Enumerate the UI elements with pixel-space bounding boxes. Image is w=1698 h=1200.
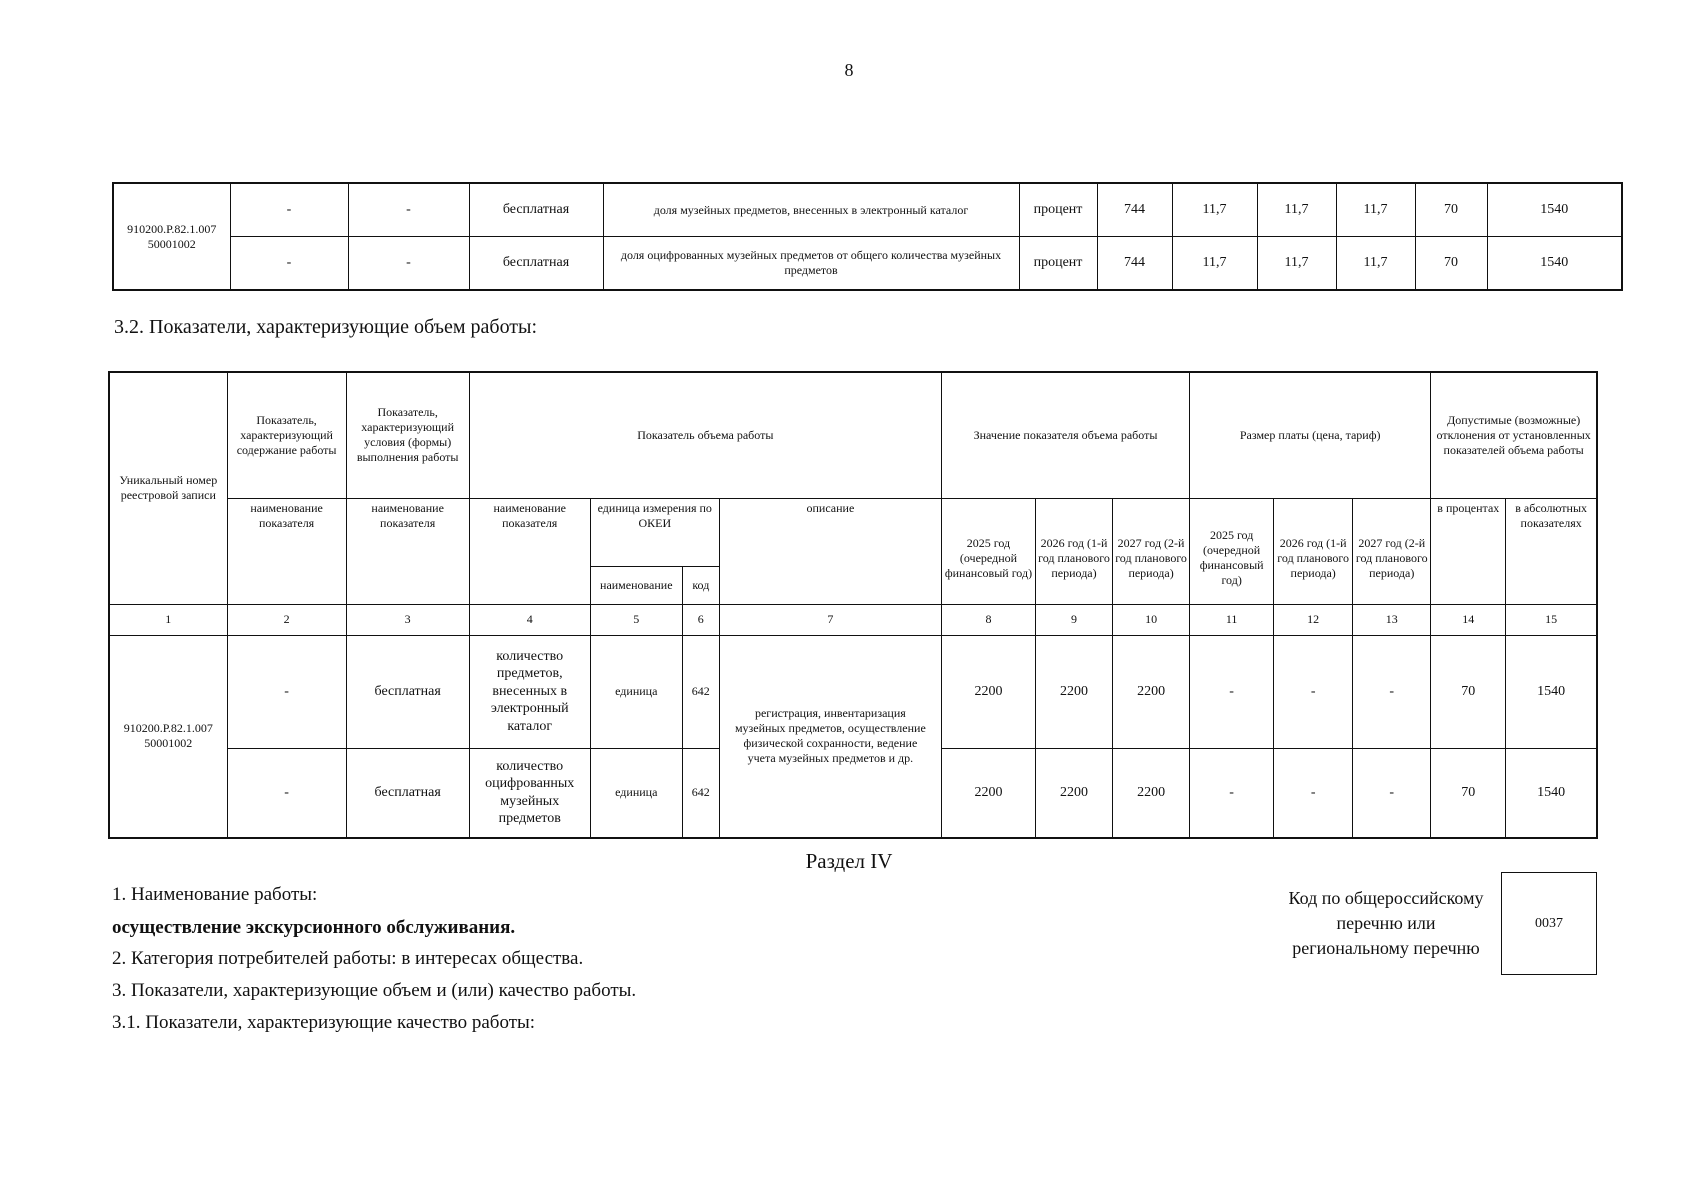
table-cell: - <box>227 635 346 748</box>
code-value: 0037 <box>1535 915 1563 931</box>
value-2025: 11,7 <box>1172 237 1257 291</box>
value-2027: 2200 <box>1113 748 1190 838</box>
table-cell: - <box>348 237 469 291</box>
table-cell: бесплатная <box>469 183 603 237</box>
column-header: единица измерения по ОКЕИ <box>590 498 719 566</box>
indicator-name: количество предметов, внесенных в электронный каталог <box>469 635 590 748</box>
fee-2026: - <box>1274 748 1353 838</box>
consumer-category: 2. Категория потребителей работы: в интересах общества. <box>112 948 584 969</box>
deviation-percent: 70 <box>1431 635 1506 748</box>
column-number: 2 <box>227 604 346 635</box>
value-2026: 11,7 <box>1257 183 1336 237</box>
deviation-percent: 70 <box>1431 748 1506 838</box>
column-number: 5 <box>590 604 682 635</box>
fee-2026: - <box>1274 635 1353 748</box>
column-header: 2026 год (1-й год планового периода) <box>1035 498 1112 604</box>
value-2027: 2200 <box>1113 635 1190 748</box>
section-title: Раздел IV <box>805 849 893 873</box>
code-label-line: Код по общероссийскому <box>1288 888 1484 908</box>
column-number: 10 <box>1113 604 1190 635</box>
column-header: Показатель объема работы <box>469 372 941 498</box>
column-header: описание <box>719 498 941 604</box>
column-header: 2027 год (2-й год планового периода) <box>1113 498 1190 604</box>
column-header: наименование показателя <box>469 498 590 604</box>
deviation-percent: 70 <box>1415 183 1487 237</box>
record-number: 910200.Р.82.1.007 50001002 <box>109 635 227 838</box>
code-label <box>1270 886 1502 961</box>
fee-2025: - <box>1190 635 1274 748</box>
unit-name: единица <box>590 748 682 838</box>
deviation-percent: 70 <box>1415 237 1487 291</box>
column-number-row <box>109 604 1597 635</box>
indicator-name: доля музейных предметов, внесенных в электронный каталог <box>603 183 1019 237</box>
table-cell: - <box>227 748 346 838</box>
table-cell: - <box>230 183 348 237</box>
header-row <box>109 498 1597 566</box>
column-header: наименование <box>590 566 682 604</box>
column-number: 15 <box>1506 604 1597 635</box>
section-heading: 3.2. Показатели, характеризующие объем работы: <box>114 316 538 338</box>
column-header: 2025 год (очередной финансовый год) <box>1190 498 1274 604</box>
table-cell: - <box>230 237 348 291</box>
table-cell: бесплатная <box>346 635 469 748</box>
unit-code: 744 <box>1097 237 1172 291</box>
table-row <box>113 183 1622 237</box>
quality-heading: 3.1. Показатели, характеризующие качество работы: <box>112 1012 536 1033</box>
volume-indicators-table <box>108 371 1598 839</box>
deviation-absolute: 1540 <box>1506 635 1597 748</box>
column-number: 6 <box>682 604 719 635</box>
unit-name: единица <box>590 635 682 748</box>
value-2026: 2200 <box>1035 748 1112 838</box>
unit-name: процент <box>1019 237 1097 291</box>
column-header: наименование показателя <box>227 498 346 604</box>
indicator-name: доля оцифрованных музейных предметов от общего количества музейных предметов <box>603 237 1019 291</box>
value-2027: 11,7 <box>1336 183 1415 237</box>
table-row <box>113 237 1622 291</box>
record-number: 910200.Р.82.1.007 50001002 <box>113 183 230 290</box>
table-cell: бесплатная <box>346 748 469 838</box>
indicator-name: количество оцифрованных музейных предметов <box>469 748 590 838</box>
work-name-label: 1. Наименование работы: <box>112 884 318 905</box>
column-header: Размер платы (цена, тариф) <box>1190 372 1431 498</box>
column-number: 9 <box>1035 604 1112 635</box>
fee-2027: - <box>1353 748 1431 838</box>
column-header: в процентах <box>1431 498 1506 604</box>
table-cell: - <box>348 183 469 237</box>
column-number: 3 <box>346 604 469 635</box>
column-number: 11 <box>1190 604 1274 635</box>
fee-2025: - <box>1190 748 1274 838</box>
value-2025: 2200 <box>941 635 1035 748</box>
page-number: 8 <box>844 60 854 80</box>
column-header: Значение показателя объема работы <box>941 372 1189 498</box>
column-number: 1 <box>109 604 227 635</box>
indicators-heading: 3. Показатели, характеризующие объем и (или) качество работы. <box>112 980 637 1001</box>
value-2026: 2200 <box>1035 635 1112 748</box>
column-header: 2027 год (2-й год планового периода) <box>1353 498 1431 604</box>
value-2025: 2200 <box>941 748 1035 838</box>
code-label-line: региональному перечню <box>1292 938 1480 958</box>
column-header: Показатель, характеризующий условия (формы) выполнения работы <box>346 372 469 498</box>
code-box <box>1501 872 1597 975</box>
column-number: 13 <box>1353 604 1431 635</box>
fee-2027: - <box>1353 635 1431 748</box>
column-number: 4 <box>469 604 590 635</box>
deviation-absolute: 1540 <box>1487 237 1622 291</box>
column-number: 14 <box>1431 604 1506 635</box>
unit-name: процент <box>1019 183 1097 237</box>
column-header: наименование показателя <box>346 498 469 604</box>
table-cell: бесплатная <box>469 237 603 291</box>
column-header: в абсолютных показателях <box>1506 498 1597 604</box>
value-2027: 11,7 <box>1336 237 1415 291</box>
quality-indicators-table <box>112 182 1623 291</box>
column-number: 8 <box>941 604 1035 635</box>
header-unique: Уникальный номер реестровой записи <box>119 473 218 503</box>
header-row <box>109 372 1597 498</box>
code-label-line: перечню или <box>1336 913 1436 933</box>
column-header: Показатель, характеризующий содержание работы <box>227 372 346 498</box>
column-header: 2026 год (1-й год планового периода) <box>1274 498 1353 604</box>
work-description: регистрация, инвентаризация музейных предметов, осуществление физической сохранности, ведение учета музейных предметов и др. <box>719 635 941 838</box>
column-number: 12 <box>1274 604 1353 635</box>
deviation-absolute: 1540 <box>1487 183 1622 237</box>
unit-code: 642 <box>682 748 719 838</box>
value-2025: 11,7 <box>1172 183 1257 237</box>
column-number: 7 <box>719 604 941 635</box>
deviation-absolute: 1540 <box>1506 748 1597 838</box>
value-2026: 11,7 <box>1257 237 1336 291</box>
column-header: 2025 год (очередной финансовый год) <box>941 498 1035 604</box>
table-row <box>109 635 1597 748</box>
column-header: Допустимые (возможные) отклонения от установленных показателей объема работы <box>1431 372 1597 498</box>
unit-code: 744 <box>1097 183 1172 237</box>
column-header: код <box>682 566 719 604</box>
column-header <box>109 372 227 604</box>
unit-code: 642 <box>682 635 719 748</box>
work-name: осуществление экскурсионного обслуживания. <box>112 917 516 938</box>
